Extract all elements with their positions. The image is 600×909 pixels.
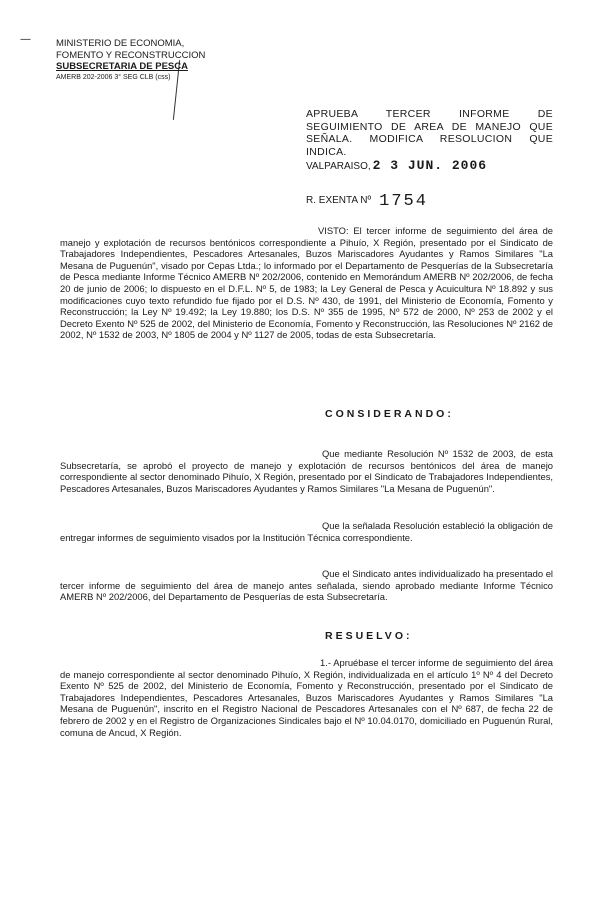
visto-text: El tercer informe de seguimiento del área de manejo y explotación de recursos bentónicos correspondiente a Pihuío, X Región, presentado por el Sindicato de Trabajadores Independientes, Pescadores Artesanales, Buzos Mariscadores Ayudantes y Ramos Similares "La Mesana de Puguenún", visado por Cepas Ltda.; lo informado por el Departamento de Pesquerías de la Subsecretaría de Pesca mediante Informe Técnico AMERB Nº 202/2006, contenido en Memorándum AMERB Nº 202/2006, de fecha 20 de junio de 2006; lo dispuesto en el D.F.L. Nº 5, de 1983; la Ley General de Pesca y Acuicultura Nº 18.892 y sus modificaciones cuyo texto refundido fue fijado por el D.S. Nº 430, de 1991, del Ministerio de Economía, Fomento y Reconstrucción; la Ley Nº 19.492; la Ley 19.880; los D.S. Nº 355 de 1995, Nº 572 de 2000, Nº 253 de 2002 y el Decreto Exento Nº 525 de 2002, del Ministerio de Economía, Fomento y Reconstrucción, las Resoluciones Nº 2162 de 2002, Nº 1532 de 2003, Nº 1805 de 2004 y Nº 1127 de 2005, todas de esta Subsecretaría. xyxy=(60,225,553,341)
subsecretaria-line: SUBSECRETARIA DE PESCA xyxy=(56,61,188,72)
considerando-heading: CONSIDERANDO: xyxy=(325,408,454,420)
considerando-paragraph-3: Que el Sindicato antes individualizado ha presentado el tercer informe de seguimiento del área de manejo antes señalada, siendo aprobado mediante Informe Técnico AMERB Nº 202/2006, del Departamento de Pesquerías de esta Subsecretaría. xyxy=(60,568,553,603)
date-stamp: 2 3 JUN. 2006 xyxy=(372,158,488,173)
date-line xyxy=(306,158,487,173)
visto-lead: VISTO: xyxy=(318,225,349,236)
considerando-paragraph-1: Que mediante Resolución Nº 1532 de 2003, de esta Subsecretaría, se aprobó el proyecto de manejo y explotación de recursos bentónicos del área de manejo correspondiente al sector denominado Pihuío, X Región, presentado por el Sindicato de Trabajadores Independientes, Pescadores Artesanales, Buzos Mariscadores Ayudantes y Ramos Similares "La Mesana de Puguenún". xyxy=(60,448,553,494)
margin-dashes: ----- xyxy=(20,34,30,44)
resuelvo-paragraph-1: 1.- Apruébase el tercer informe de seguimiento del área de manejo correspondiente al sector denominado Pihuío, X Región, individualizada en el artículo 1º Nº 4 del Decreto Exento Nº 525 de 2002, del Ministerio de Economía, Fomento y Reconstrucción, presentado por el Sindicato de Trabajadores Independientes, Pescadores Artesanales, Buzos Mariscadores Ayudantes y Ramos Similares "La Mesana de Puguenún", inscrito en el Registro Nacional de Pescadores Artesanales con el Nº 687, de fecha 22 de febrero de 2002 y en el Registro de Organizaciones Sindicales bajo el Nº 10.04.0170, domiciliado en Puguenún Rural, comuna de Ancud, X Región. xyxy=(60,657,553,738)
city-label: VALPARAISO, xyxy=(306,161,371,172)
exenta-label: R. EXENTA Nº xyxy=(306,195,372,206)
considerando-paragraph-2: Que la señalada Resolución estableció la obligación de entregar informes de seguimiento visados por la Institución Técnica correspondiente. xyxy=(60,520,553,543)
reference-code: AMERB 202-2006 3° SEG CLB (css) xyxy=(56,73,171,81)
ministry-line: MINISTERIO DE ECONOMIA, xyxy=(56,38,185,49)
ministry-line-2: FOMENTO Y RECONSTRUCCION xyxy=(56,49,206,61)
visto-paragraph xyxy=(60,225,553,341)
exenta-line xyxy=(306,192,428,211)
document-title: APRUEBA TERCER INFORME DE SEGUIMIENTO DE AREA DE MANEJO QUE SEÑALA. MODIFICA RESOLUCION QUE INDICA. xyxy=(306,108,553,158)
exenta-number: 1754 xyxy=(379,192,428,211)
letterhead xyxy=(56,38,246,82)
resuelvo-heading: RESUELVO: xyxy=(325,630,413,642)
